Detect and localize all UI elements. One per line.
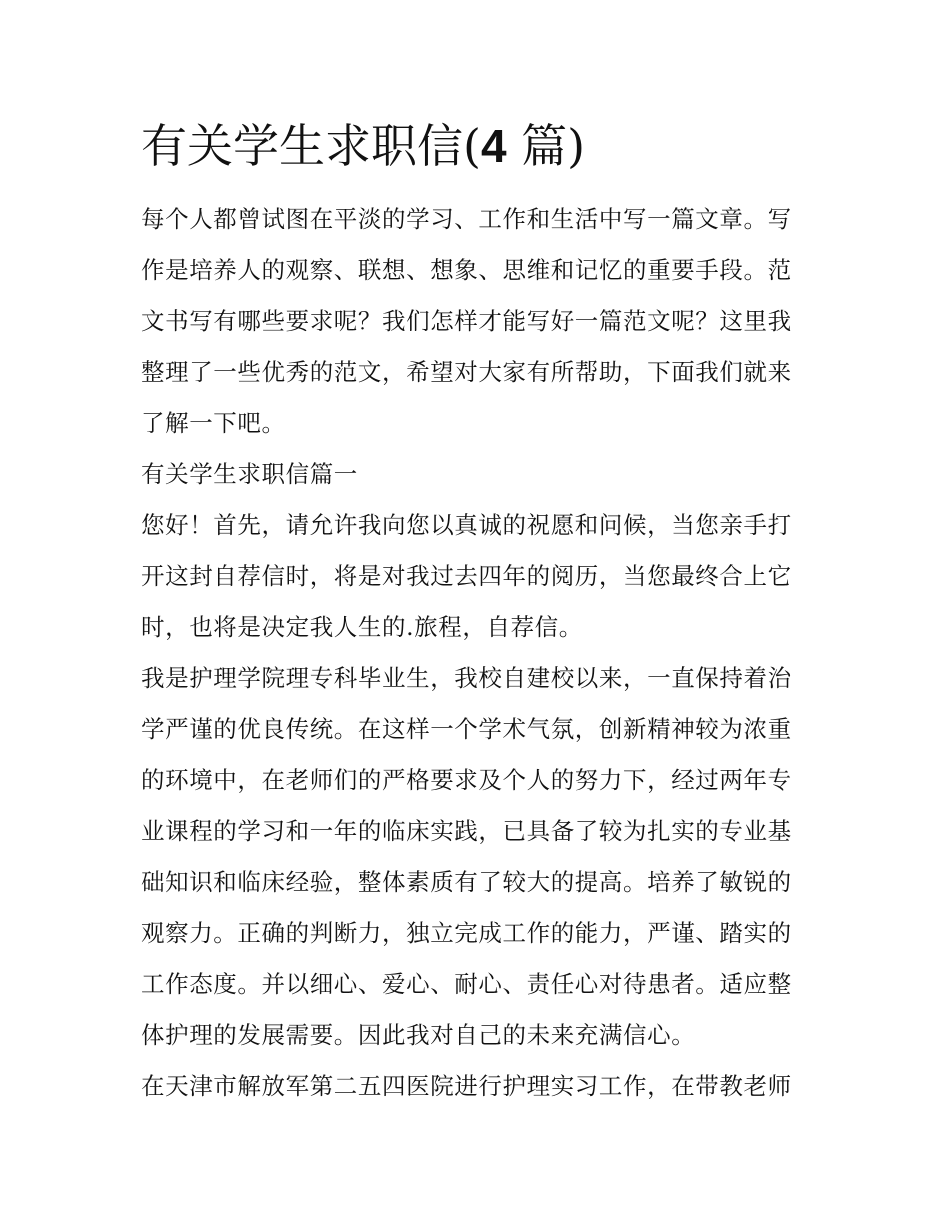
title-number: 4	[480, 120, 507, 172]
body-line-5: 学严谨的优良传统。在这样一个学术气氛，创新精神较为浓重	[141, 715, 792, 743]
document-title	[141, 108, 813, 184]
intro-line-3: 文书写有哪些要求呢？我们怎样才能写好一篇范文呢？这里我	[141, 307, 792, 335]
body-line-10: 工作态度。并以细心、爱心、耐心、责任心对待患者。适应整	[141, 970, 792, 998]
intro-line-2: 作是培养人的观察、联想、想象、思维和记忆的重要手段。范	[141, 256, 792, 284]
body-line-12: 在天津市解放军第二五四医院进行护理实习工作，在带教老师	[141, 1072, 792, 1100]
body-line-4: 我是护理学院理专科毕业生，我校自建校以来，一直保持着治	[141, 664, 792, 692]
body-line-8: 础知识和临床经验，整体素质有了较大的提高。培养了敏锐的	[141, 868, 792, 896]
title-suffix: 篇)	[506, 119, 586, 173]
body-line-11: 体护理的发展需要。因此我对自己的未来充满信心。	[141, 1021, 696, 1049]
title-prefix: 有关学生求职信(	[141, 119, 481, 173]
intro-line-4: 整理了一些优秀的范文，希望对大家有所帮助，下面我们就来	[141, 358, 792, 386]
body-line-6: 的环境中，在老师们的严格要求及个人的努力下，经过两年专	[141, 766, 792, 794]
section-heading: 有关学生求职信篇一	[141, 460, 358, 488]
body-line-9: 观察力。正确的判断力，独立完成工作的能力，严谨、踏实的	[141, 919, 792, 947]
body-line-1: 您好！首先，请允许我向您以真诚的祝愿和问候，当您亲手打	[141, 511, 792, 539]
intro-line-1: 每个人都曾试图在平淡的学习、工作和生活中写一篇文章。写	[141, 205, 792, 233]
intro-line-5: 了解一下吧。	[141, 409, 286, 437]
body-line-2: 开这封自荐信时，将是对我过去四年的阅历，当您最终合上它	[141, 562, 792, 590]
document-page	[141, 108, 813, 1112]
body-line-3: 时，也将是决定我人生的.旅程，自荐信。	[141, 613, 583, 641]
body-line-7: 业课程的学习和一年的临床实践，已具备了较为扎实的专业基	[141, 817, 792, 845]
